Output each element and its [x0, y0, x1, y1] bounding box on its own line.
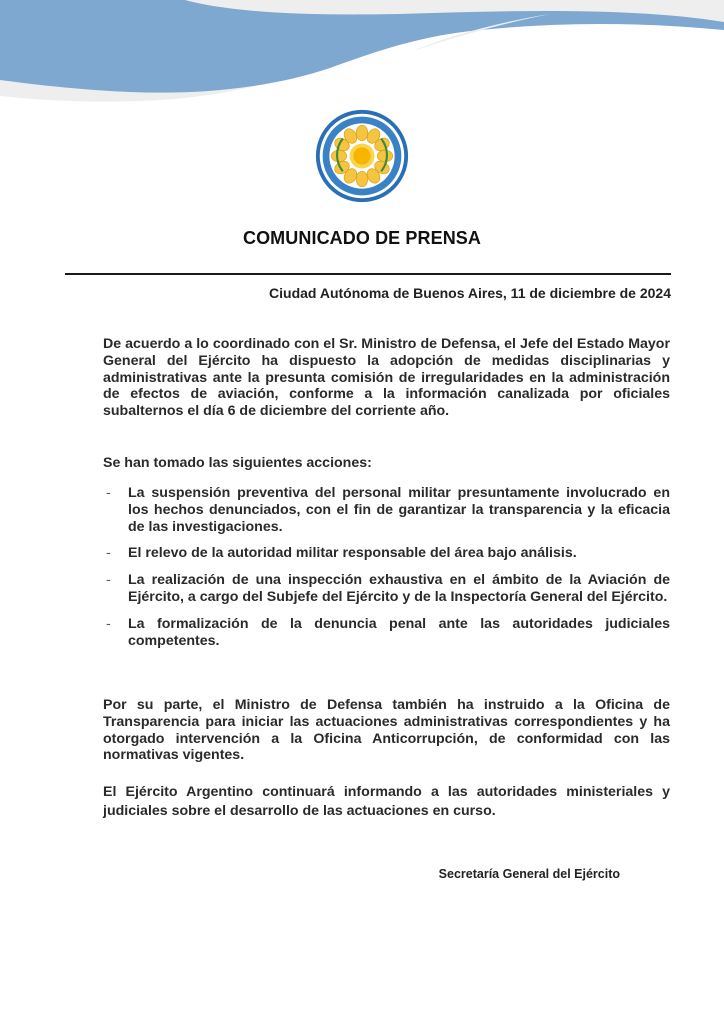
action-text: La suspensión preventiva del personal militar presuntamente involucrado en los hechos denunciados, con el fin de garantizar la transparencia y la eficacia de las investigaciones. — [128, 485, 670, 535]
actions-list — [103, 485, 670, 659]
paragraph-actions-lead: Se han tomado las siguientes acciones: — [103, 455, 372, 471]
seal-petal — [331, 150, 346, 162]
action-text: La formalización de la denuncia penal ante las autoridades judiciales competentes. — [128, 615, 670, 649]
action-item — [103, 485, 670, 535]
bullet-dash: - — [106, 615, 111, 632]
action-text: El relevo de la autoridad militar responsable del área bajo análisis. — [128, 545, 577, 562]
document-title: COMUNICADO DE PRENSA — [242, 228, 481, 248]
action-item — [103, 572, 670, 606]
action-item — [103, 616, 670, 650]
paragraph-intro: De acuerdo a lo coordinado con el Sr. Ministro de Defensa, el Jefe del Estado Mayor General del Ejército ha dispuesto la adopción de medidas disciplinarias y administrativas ante la presunta comisión de irregularidades en la administración de efectos de aviación, conforme a la información canalizada por oficiales subalternos el día 6 de diciembre del corriente año. — [103, 336, 670, 420]
bullet-dash: - — [106, 485, 111, 501]
action-text: La realización de una inspección exhaustiva en el ámbito de la Aviación de Ejército, a cargo del Subjefe del Ejército y de la Inspectoría General del Ejército. — [128, 572, 670, 605]
title-divider — [65, 273, 671, 275]
seal-petal — [356, 171, 368, 186]
action-item — [103, 545, 670, 562]
dateline: Ciudad Autónoma de Buenos Aires, 11 de diciembre de 2024 — [269, 285, 671, 301]
seal-petal — [377, 150, 392, 162]
paragraph-closing: El Ejército Argentino continuará informando a las autoridades ministeriales y judiciales sobre el desarrollo de las actuaciones en curso. — [103, 784, 670, 819]
bullet-dash: - — [106, 572, 111, 589]
seal-petal — [356, 125, 368, 140]
header-wave-decoration — [0, 0, 724, 110]
bullet-dash: - — [106, 545, 111, 562]
army-seal-icon — [314, 108, 410, 204]
signature: Secretaría General del Ejército — [438, 867, 620, 881]
paragraph-ministry: Por su parte, el Ministro de Defensa también ha instruido a la Oficina de Transparencia para iniciar las actuaciones administrativas correspondientes y ha otorgado intervención a la Oficina Anticorrupción, de conformidad con las normativas vigentes. — [103, 697, 670, 764]
